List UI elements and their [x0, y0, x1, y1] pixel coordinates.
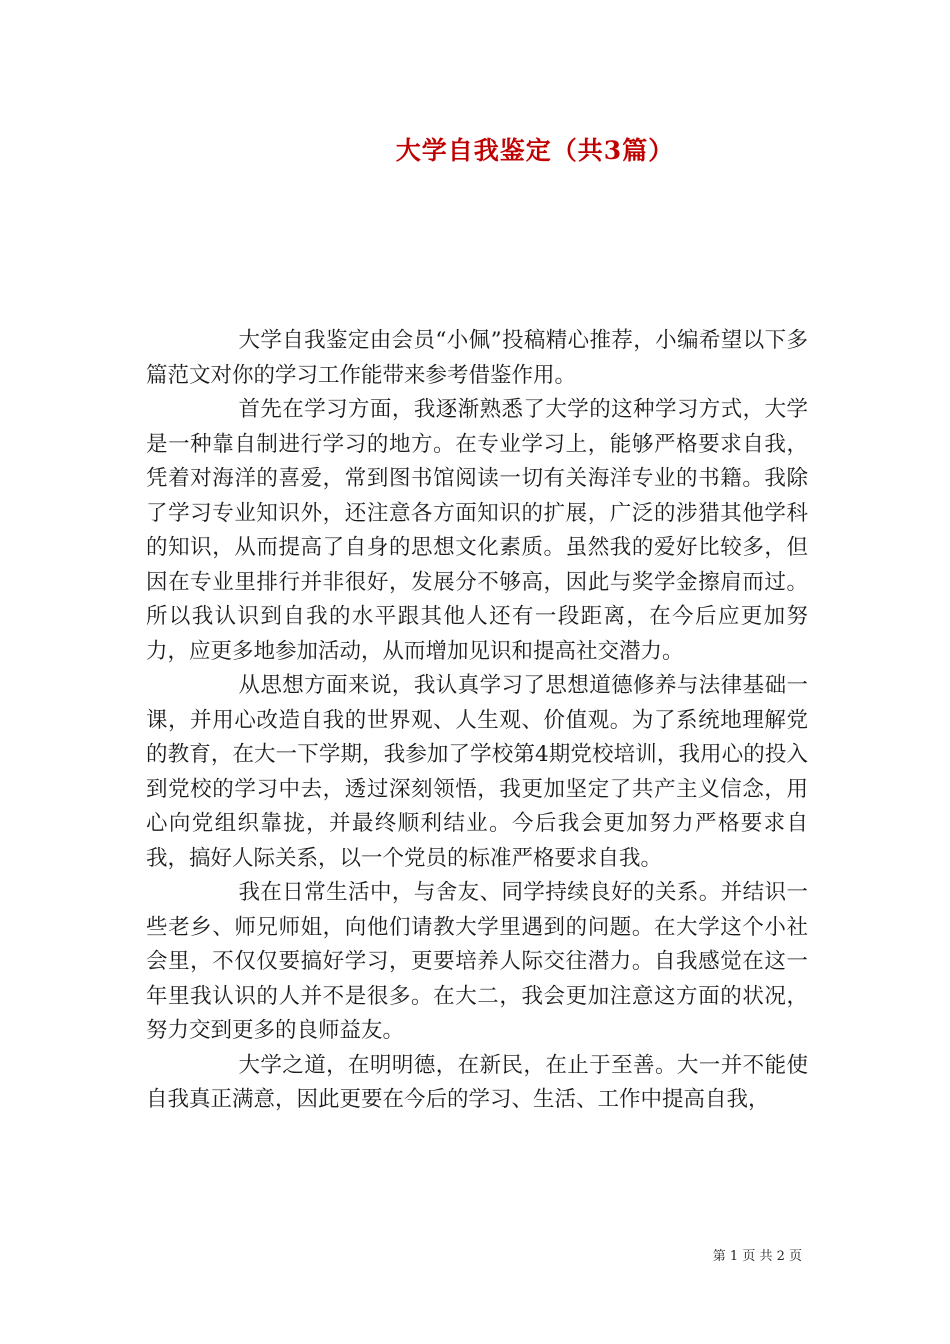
- paragraph-life: 我在日常生活中，与舍友、同学持续良好的关系。并结识一些老乡、师兄师姐，向他们请教大学里遇到的问题。在大学这个小社会里，不仅仅要搞好学习，更要培养人际交往潜力。自我感觉在这一年里我认识的人并不是很多。在大二，我会更加注意这方面的状况，努力交到更多的良师益友。: [146, 880, 808, 1043]
- document-body: [146, 324, 808, 1118]
- paragraph-study: 首先在学习方面，我逐渐熟悉了大学的这种学习方式，大学是一种靠自制进行学习的地方。在专业学习上，能够严格要求自我，凭着对海洋的喜爱，常到图书馆阅读一切有关海洋专业的书籍。我除了学习专业知识外，还注意各方面知识的扩展，广泛的涉猎其他学科的知识，从而提高了自身的思想文化素质。虽然我的爱好比较多，但因在专业里排行并非很好，发展分不够高，因此与奖学金擦肩而过。所以我认识到自我的水平跟其他人还有一段距离，在今后应更加努力，应更多地参加活动，从而增加见识和提高社交潜力。: [146, 397, 808, 664]
- paragraph-thought: 从思想方面来说，我认真学习了思想道德修养与法律基础一课，并用心改造自我的世界观、人生观、价值观。为了系统地理解党的教育，在大一下学期，我参加了学校第4期党校培训，我用心的投入到党校的学习中去，透过深刻领悟，我更加坚定了共产主义信念，用心向党组织靠拢，并最终顺利结业。今后我会更加努力严格要求自我，搞好人际关系，以一个党员的标准严格要求自我。: [146, 673, 808, 871]
- document-title: 大学自我鉴定（共3篇）: [395, 136, 675, 165]
- paragraph-conclusion: 大学之道，在明明德，在新民，在止于至善。大一并不能使自我真正满意，因此更要在今后的学习、生活、工作中提高自我，: [146, 1052, 808, 1112]
- paragraph-intro: 大学自我鉴定由会员“小佩”投稿精心推荐，小编希望以下多篇范文对你的学习工作能带来参考借鉴作用。: [146, 328, 808, 388]
- page-number-footer: 第 1 页 共 2 页: [712, 1249, 802, 1264]
